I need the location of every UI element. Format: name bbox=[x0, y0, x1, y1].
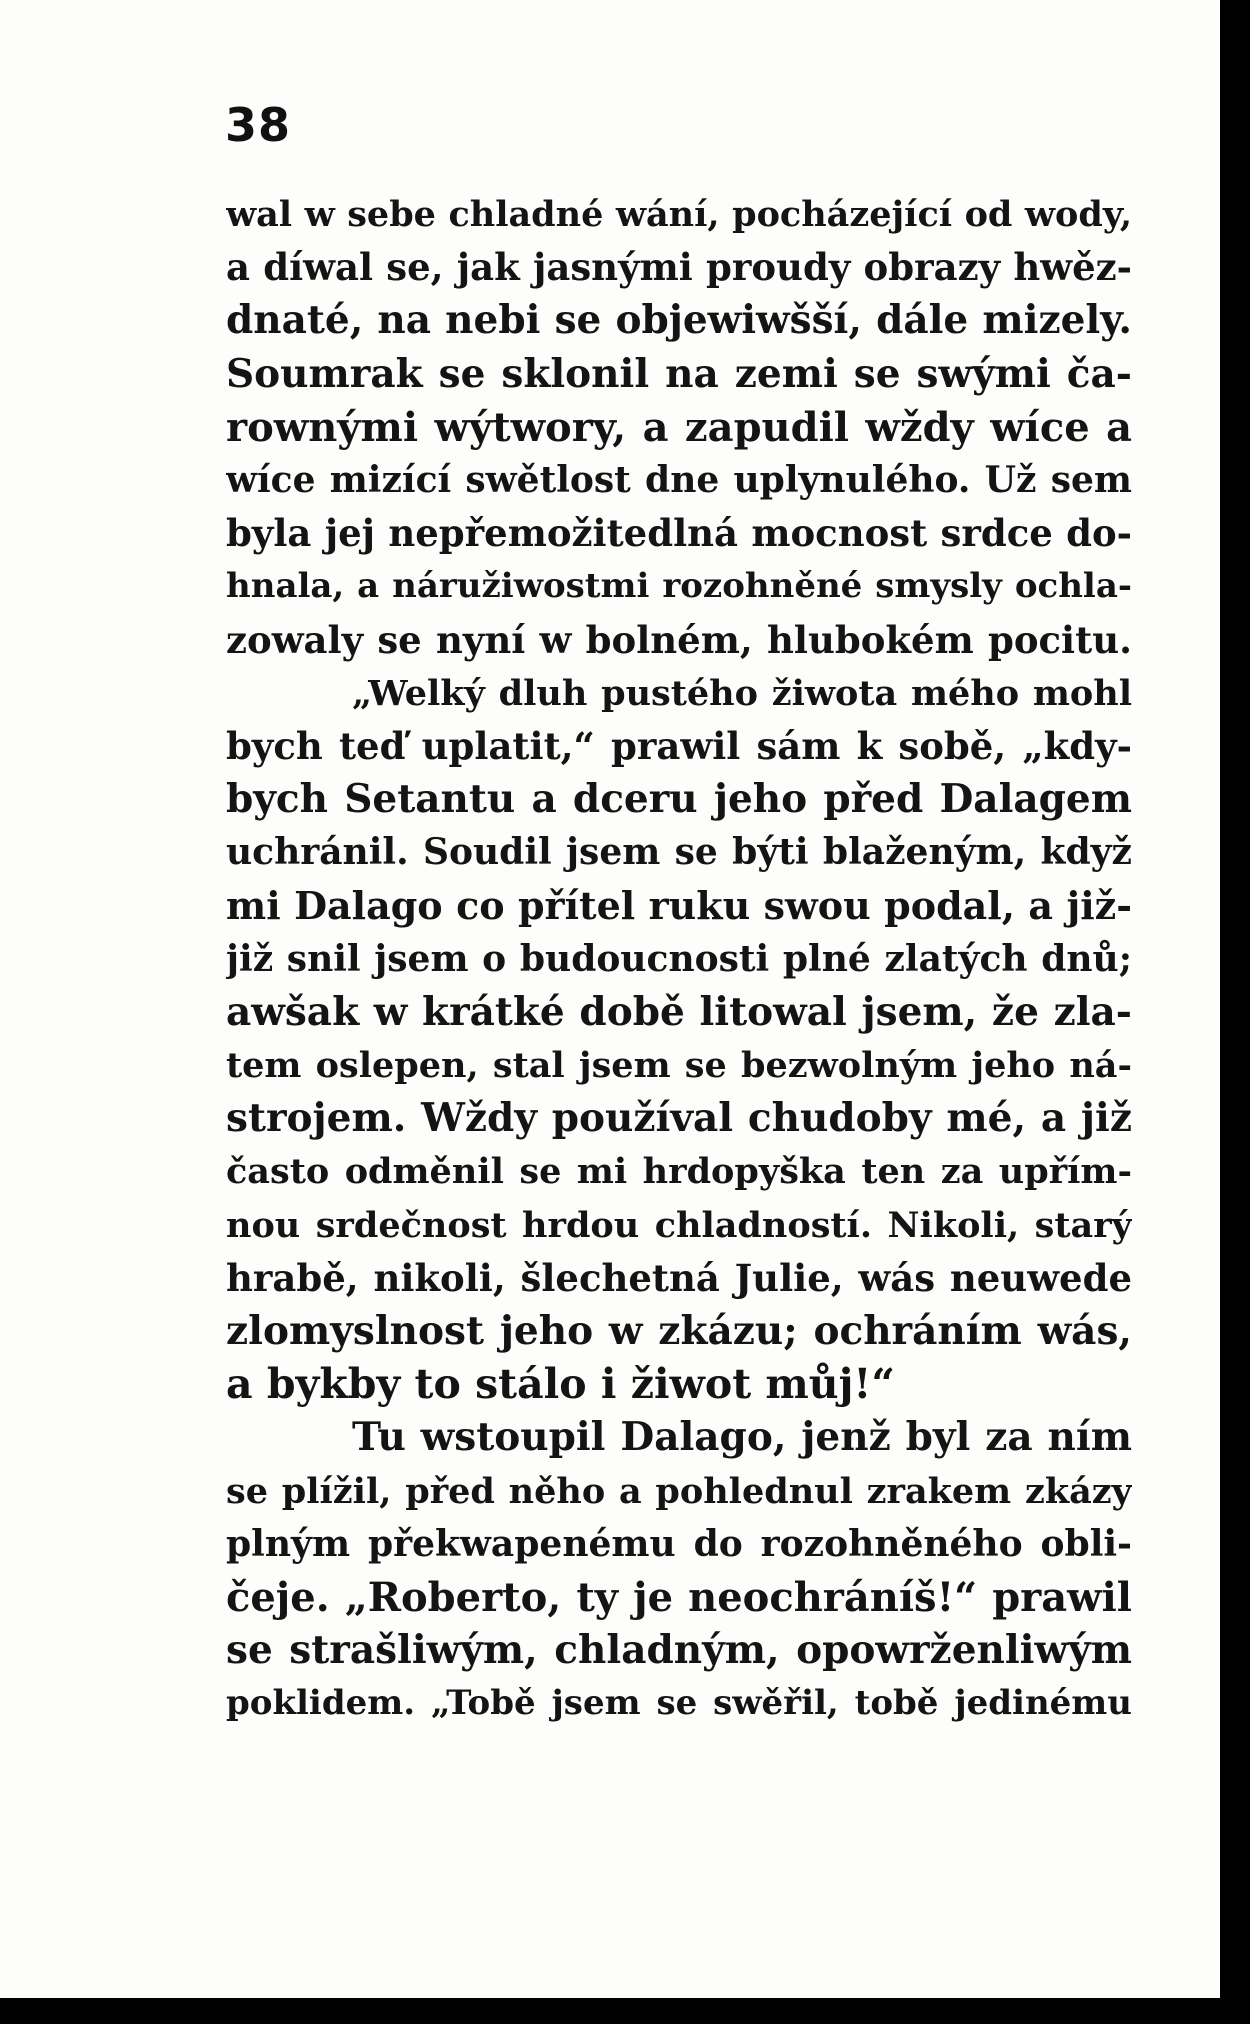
text-line: se strašliwým, chladným, opowrženliwým bbox=[226, 1627, 1132, 1674]
text-line: čeje. „Roberto, ty je neochráníš!“ prawil bbox=[226, 1573, 1132, 1621]
paragraph-start-line: Tu wstoupil Dalago, jenž byl za ním bbox=[352, 1414, 1132, 1461]
text-line: zlomyslnost jeho w zkázu; ochráním wás, bbox=[226, 1307, 1132, 1354]
text-line: plným překwapenému do rozohněného obli- bbox=[226, 1522, 1132, 1565]
text-line: zowaly se nyní w bolném, hlubokém pocitu. bbox=[226, 617, 1132, 662]
text-line: hnala, a náružiwostmi rozohněné smysly ochla- bbox=[226, 566, 1132, 607]
text-line: wíce mizící swětlost dne uplynulého. Už sem bbox=[226, 458, 1132, 501]
text-line: již snil jsem o budoucnosti plné zlatých dnů; bbox=[226, 937, 1132, 980]
text-line: rownými wýtwory, a zapudil wždy wíce a bbox=[226, 403, 1132, 451]
text-line: byla jej nepřemožitedlná mocnost srdce do- bbox=[226, 511, 1132, 556]
page-number: 38 bbox=[225, 98, 292, 152]
text-line: tem oslepen, stal jsem se bezwolným jeho ná- bbox=[226, 1045, 1132, 1086]
text-line: strojem. Wždy používal chudoby mé, a již bbox=[226, 1095, 1132, 1142]
text-line: a díwal se, jak jasnými proudy obrazy hwěz- bbox=[226, 245, 1132, 290]
text-line: poklidem. „Tobě jsem se swěřil, tobě jedinému bbox=[226, 1683, 1132, 1724]
body-text bbox=[226, 188, 1132, 1730]
text-line: mi Dalago co přítel ruku swou podal, a již- bbox=[226, 883, 1132, 929]
paragraph-start-line: „Welký dluh pustého žiwota mého mohl bbox=[352, 672, 1132, 714]
text-line: často odměnil se mi hrdopyška ten za upřím- bbox=[226, 1151, 1132, 1193]
text-line: awšak w krátké době litowal jsem, že zla- bbox=[226, 988, 1132, 1035]
text-line: uchránil. Soudil jsem se býti blaženým, když bbox=[226, 831, 1132, 874]
scan-edge-right bbox=[1220, 0, 1250, 2024]
text-line: hrabě, nikoli, šlechetná Julie, wás neuwede bbox=[226, 1255, 1132, 1300]
text-line: se plížil, před něho a pohlednul zrakem zkázy bbox=[226, 1470, 1132, 1512]
text-line: dnaté, na nebi se objewiwšší, dále mizely. bbox=[226, 297, 1132, 344]
text-line: nou srdečnost hrdou chladností. Nikoli, starý bbox=[226, 1204, 1132, 1246]
scan-edge-bottom bbox=[0, 1998, 1250, 2024]
text-line: Soumrak se sklonil na zemi se swými ča- bbox=[226, 350, 1132, 397]
paragraph-end-line: a bykby to stálo i žiwot můj!“ bbox=[226, 1360, 896, 1409]
text-line: bych Setantu a dceru jeho před Dalagem bbox=[226, 776, 1132, 823]
text-line: bych teď uplatit,“ prawil sám k sobě, „kdy- bbox=[226, 723, 1132, 768]
text-line: wal w sebe chladné wání, pocházející od wody, bbox=[226, 194, 1132, 235]
